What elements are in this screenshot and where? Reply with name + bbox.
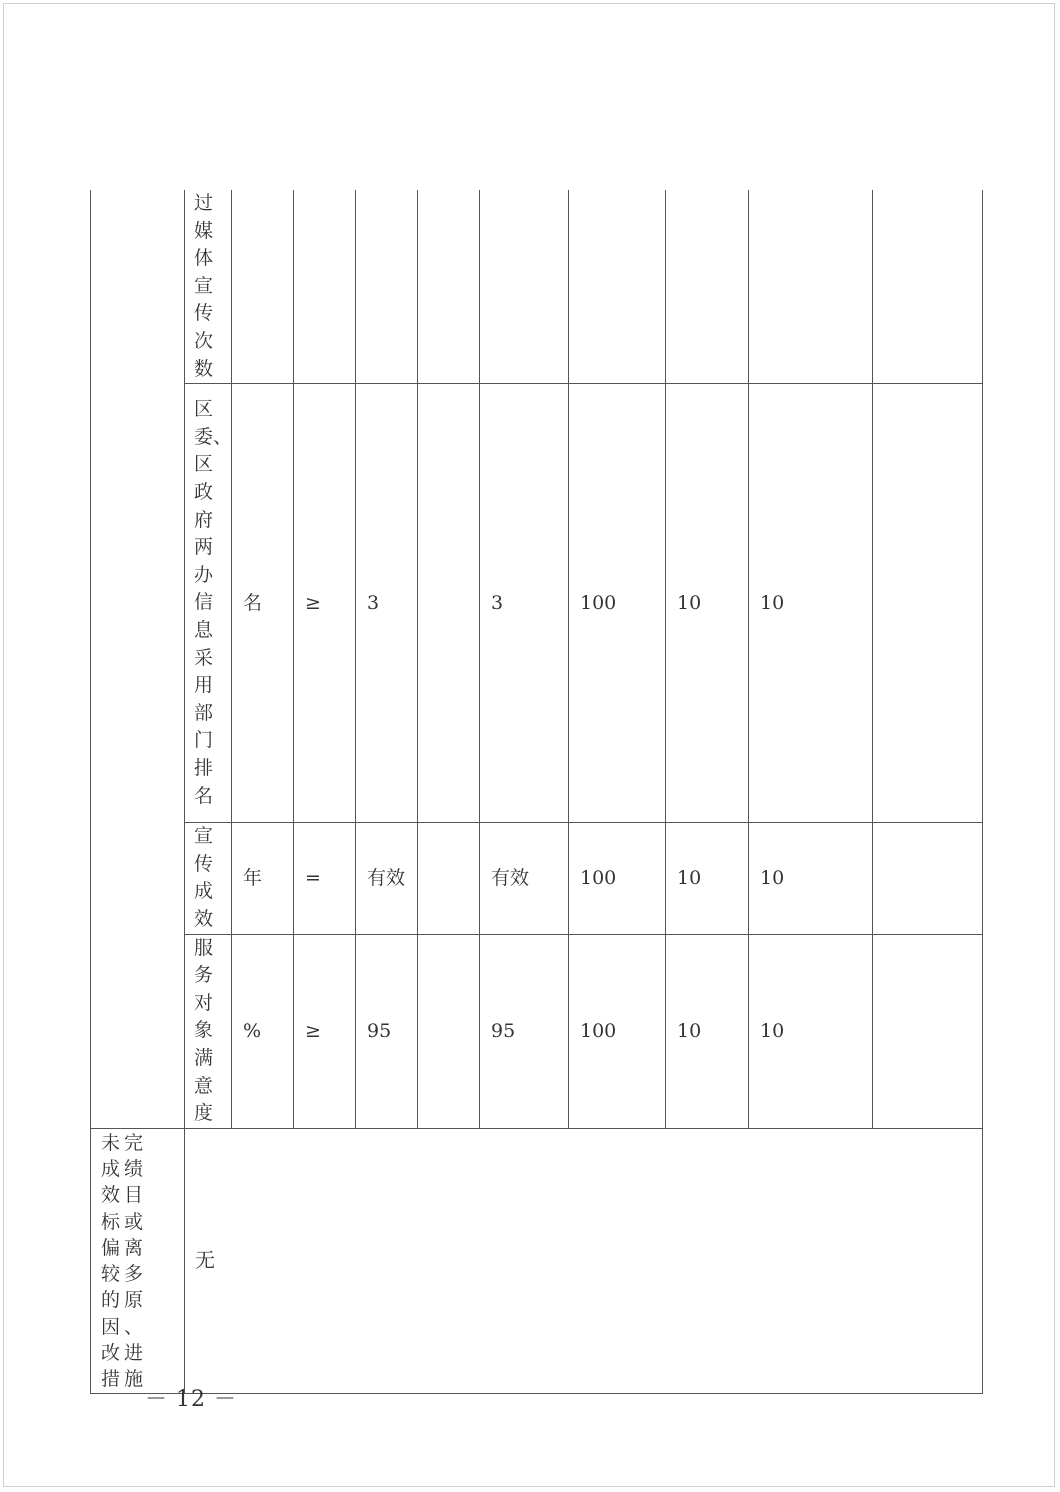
reason-label: 未完成绩效目标或偏离较多的原因、改进措施	[101, 1131, 148, 1391]
target-value: 3	[367, 591, 380, 614]
target-value: 有效	[367, 866, 406, 889]
operator-value	[294, 275, 305, 297]
remark-cell	[873, 823, 983, 934]
actual-value: 有效	[491, 866, 530, 889]
weight-value	[666, 275, 677, 297]
table-row	[91, 934, 983, 1128]
unit-value: 名	[243, 591, 263, 614]
reason-label-cell	[91, 1128, 185, 1393]
operator-cell	[294, 384, 356, 823]
weight-cell	[666, 934, 749, 1128]
operator-value: =	[305, 866, 321, 889]
score-cell	[749, 823, 873, 934]
completion-value: 100	[580, 1019, 617, 1042]
weight-cell	[666, 823, 749, 934]
score-cell	[749, 190, 873, 384]
blank-value	[418, 1020, 429, 1042]
unit-cell	[232, 190, 294, 384]
weight-cell	[666, 384, 749, 823]
operator-value: ≥	[305, 591, 321, 614]
completion-cell	[569, 934, 666, 1128]
actual-value: 3	[491, 591, 504, 614]
target-value	[356, 275, 367, 297]
unit-value: 年	[243, 866, 263, 889]
weight-cell	[666, 190, 749, 384]
score-cell	[749, 384, 873, 823]
remark-cell	[873, 190, 983, 384]
remark-cell	[873, 384, 983, 823]
target-cell	[356, 190, 418, 384]
weight-value: 10	[677, 866, 702, 889]
score-cell	[749, 934, 873, 1128]
operator-value: ≥	[305, 1019, 321, 1042]
table-row	[91, 384, 983, 823]
performance-table	[90, 190, 983, 1394]
merged-category-cell	[91, 190, 185, 1128]
operator-cell	[294, 823, 356, 934]
weight-value: 10	[677, 1019, 702, 1042]
actual-cell	[480, 384, 569, 823]
unit-cell	[232, 384, 294, 823]
indicator-cell	[185, 384, 232, 823]
unit-value: %	[243, 1019, 262, 1042]
unit-cell	[232, 934, 294, 1128]
table-row	[91, 190, 983, 384]
blank-value	[418, 275, 429, 297]
indicator-label: 宣传成效	[194, 825, 214, 930]
actual-cell	[480, 934, 569, 1128]
remark-value	[873, 275, 884, 297]
actual-value	[480, 275, 491, 297]
actual-cell	[480, 190, 569, 384]
completion-cell	[569, 823, 666, 934]
blank-cell	[418, 384, 480, 823]
reason-value-cell	[185, 1128, 983, 1393]
completion-value: 100	[580, 866, 617, 889]
score-value: 10	[760, 1019, 785, 1042]
actual-value: 95	[491, 1019, 516, 1042]
completion-cell	[569, 190, 666, 384]
remark-value	[873, 1020, 884, 1042]
blank-value	[418, 592, 429, 614]
indicator-label: 服务对象满意度	[194, 936, 214, 1125]
operator-cell	[294, 190, 356, 384]
target-cell	[356, 934, 418, 1128]
completion-value: 100	[580, 591, 617, 614]
indicator-cell	[185, 934, 232, 1128]
weight-value: 10	[677, 591, 702, 614]
score-value	[749, 275, 760, 297]
blank-cell	[418, 190, 480, 384]
indicator-label: 过媒体宣传次数	[194, 192, 214, 380]
table-row	[91, 823, 983, 934]
reason-value: 无	[195, 1248, 215, 1273]
target-cell	[356, 823, 418, 934]
table-row	[91, 1128, 983, 1393]
remark-cell	[873, 934, 983, 1128]
operator-cell	[294, 934, 356, 1128]
blank-cell	[418, 823, 480, 934]
indicator-cell	[185, 190, 232, 384]
target-cell	[356, 384, 418, 823]
unit-value	[232, 275, 243, 297]
indicator-label: 区委、区政府两办信息采用部门排名	[194, 398, 233, 807]
target-value: 95	[367, 1019, 392, 1042]
completion-cell	[569, 384, 666, 823]
completion-value	[569, 275, 580, 297]
blank-cell	[418, 934, 480, 1128]
unit-cell	[232, 823, 294, 934]
actual-cell	[480, 823, 569, 934]
score-value: 10	[760, 591, 785, 614]
remark-value	[873, 867, 884, 889]
score-value: 10	[760, 866, 785, 889]
indicator-cell	[185, 823, 232, 934]
remark-value	[873, 592, 884, 614]
page-number: － 12 －	[145, 1387, 237, 1412]
blank-value	[418, 867, 429, 889]
